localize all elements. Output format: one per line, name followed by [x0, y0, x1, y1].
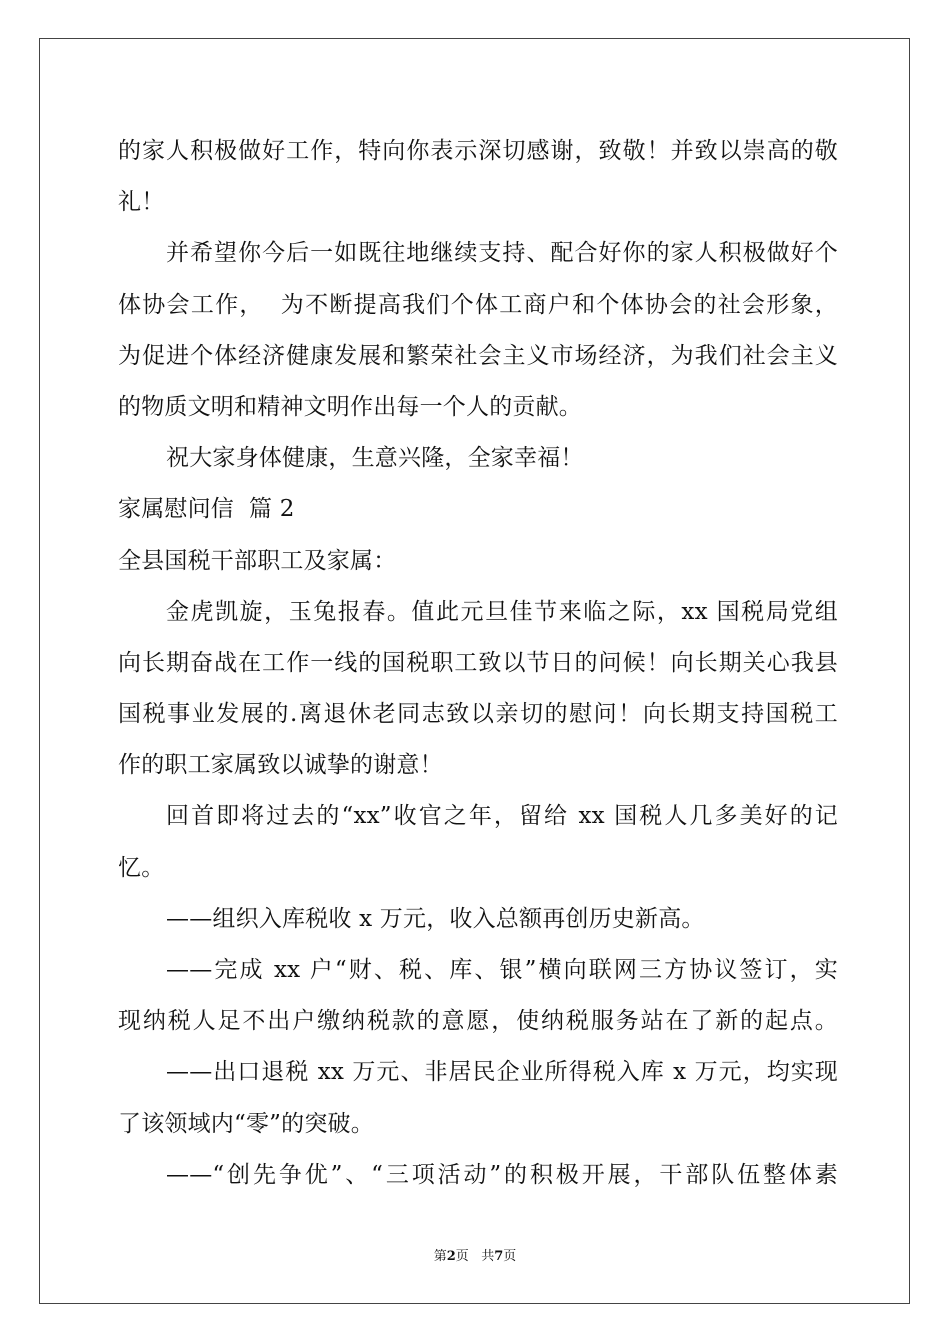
page-prefix: 第 [433, 1249, 447, 1264]
list-item: ——组织入库税收 x 万元，收入总额再创历史新高。 [166, 905, 705, 932]
page-mid: 页 共 [455, 1249, 495, 1264]
document-body [118, 126, 838, 1201]
section-heading: 家属慰问信 篇 2 [118, 496, 295, 523]
text-line: 国税事业发展的.离退休老同志致以亲切的慰问！向长期支持国税工 [118, 701, 838, 728]
paragraph-start: 祝大家身体健康，生意兴隆，全家幸福！ [166, 445, 584, 472]
paragraph-start: 金虎凯旋，玉兔报春。值此元旦佳节来临之际，xx 国税局党组 [166, 598, 838, 625]
list-item: ——“创先争优”、“三项活动”的积极开展，干部队伍整体素 [166, 1161, 838, 1188]
page-suffix: 页 [503, 1249, 517, 1264]
text-line: 现纳税人足不出户缴纳税款的意愿，使纳税服务站在了新的起点。 [118, 1008, 838, 1035]
text-line: 体协会工作， 为不断提高我们个体工商户和个体协会的社会形象， [118, 291, 838, 318]
text-line: 的物质文明和精神文明作出每一个人的贡献。 [118, 393, 582, 420]
list-item: ——完成 xx 户“财、税、库、银”横向联网三方协议签订，实 [166, 957, 838, 983]
text-line: 礼！ [118, 189, 165, 216]
page-number-footer [0, 1245, 950, 1264]
text-line: 了该领域内“零”的突破。 [118, 1110, 374, 1137]
text-line: 忆。 [118, 854, 165, 881]
salutation: 全县国税干部职工及家属： [118, 547, 397, 574]
paragraph-start: 并希望你今后一如既往地继续支持、配合好你的家人积极做好个 [166, 240, 838, 267]
total-page-number: 7 [494, 1249, 504, 1264]
text-line: 作的职工家属致以诚挚的谢意！ [118, 752, 443, 779]
text-line: 的家人积极做好工作，特向你表示深切感谢，致敬！并致以崇高的敬 [118, 138, 838, 164]
text-line: 向长期奋战在工作一线的国税职工致以节日的问候！向长期关心我县 [118, 649, 838, 676]
text-line: 为促进个体经济健康发展和繁荣社会主义市场经济，为我们社会主义 [118, 342, 838, 369]
list-item: ——出口退税 xx 万元、非居民企业所得税入库 x 万元，均实现 [166, 1059, 838, 1086]
current-page-number: 2 [446, 1249, 456, 1264]
paragraph-start: 回首即将过去的“xx”收官之年，留给 xx 国税人几多美好的记 [166, 803, 838, 830]
